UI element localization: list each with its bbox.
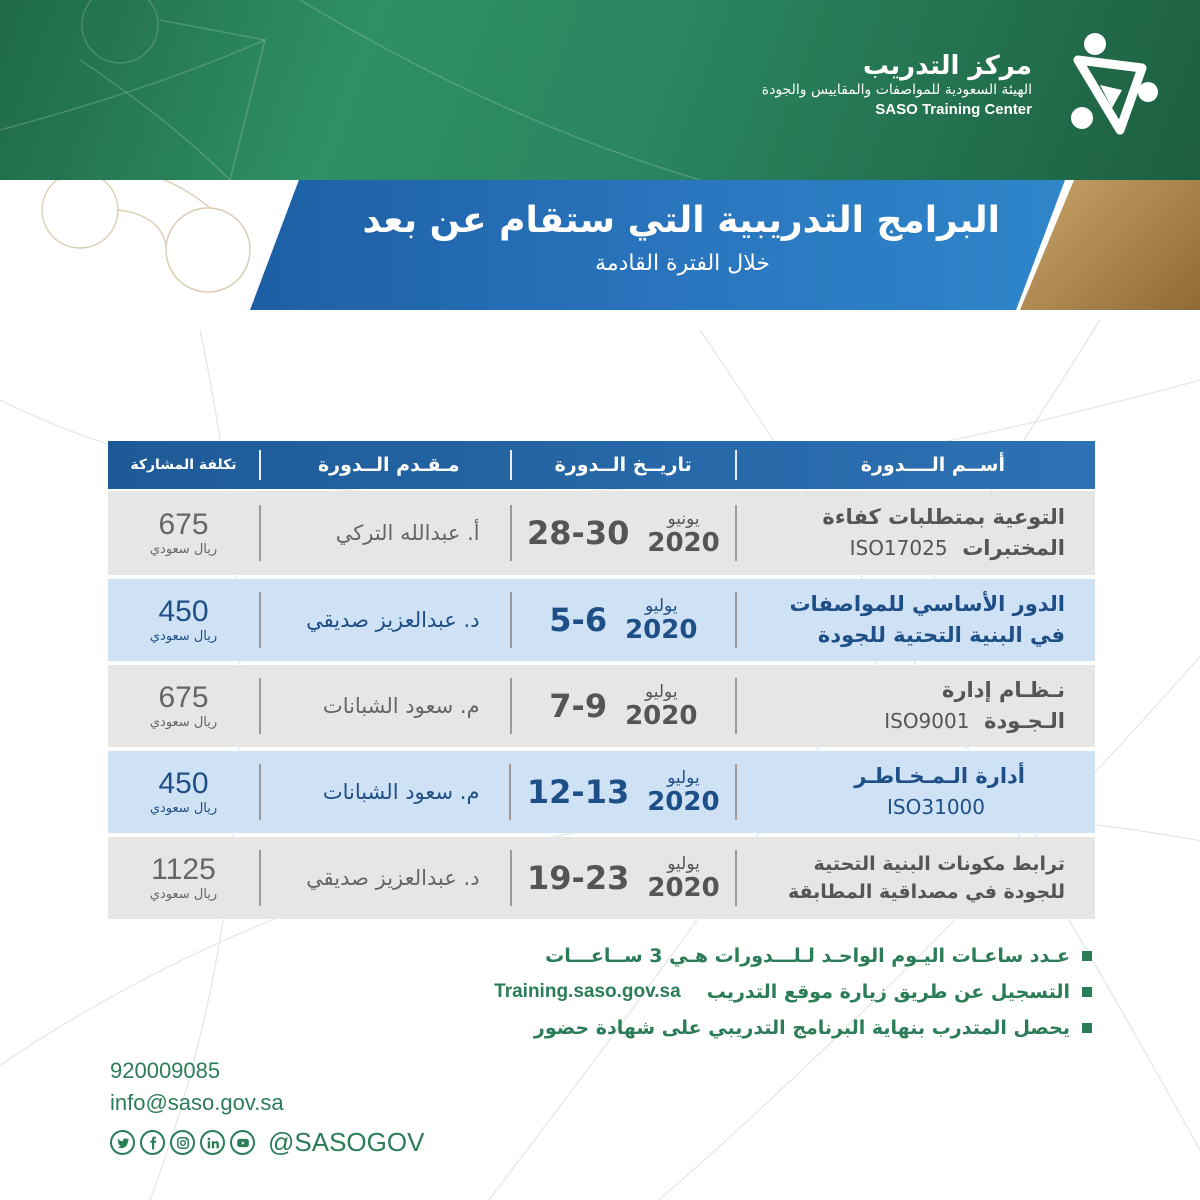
course-name: التوعية بمتطلبات كفاءة bbox=[822, 504, 1065, 529]
date-days: 12-13 bbox=[526, 773, 630, 811]
bullet-icon bbox=[1082, 1023, 1092, 1033]
column-divider bbox=[259, 505, 261, 561]
linkedin-icon[interactable] bbox=[200, 1130, 225, 1155]
cost-currency: ريال سعودي bbox=[149, 714, 218, 730]
bullet-icon bbox=[1082, 987, 1092, 997]
course-code: ISO17025 bbox=[849, 536, 948, 560]
logo-org-name: الهيئة السعودية للمواصفات والمقاييس والجودة bbox=[761, 82, 1032, 98]
cost-value: 450 bbox=[158, 766, 209, 800]
twitter-icon[interactable] bbox=[110, 1130, 135, 1155]
column-divider bbox=[259, 678, 261, 734]
course-name: الـجـودة bbox=[984, 709, 1065, 733]
course-cost bbox=[108, 594, 259, 644]
presenter-name: أ. عبدالله التركي bbox=[335, 521, 480, 545]
cost-value: 1125 bbox=[151, 852, 216, 886]
column-divider bbox=[735, 850, 737, 906]
note-text: يحصل المتدرب بنهاية البرنامج التدريبي على شهادة حضور bbox=[533, 1017, 1070, 1039]
header-cost: تكلفة المشاركة bbox=[130, 457, 237, 473]
saso-logo bbox=[690, 30, 1160, 140]
date-days: 5-6 bbox=[549, 601, 608, 639]
column-divider bbox=[259, 450, 261, 480]
table-row bbox=[108, 665, 1095, 747]
page-title: البرامج التدريبية التي ستقام عن بعد bbox=[362, 200, 1000, 241]
date-month: يوليو bbox=[667, 767, 700, 788]
course-date bbox=[511, 768, 734, 817]
course-code: ISO31000 bbox=[887, 795, 985, 819]
column-divider bbox=[735, 592, 737, 648]
header-band bbox=[0, 0, 1200, 180]
column-divider bbox=[510, 450, 512, 480]
column-divider bbox=[509, 764, 511, 820]
course-date bbox=[512, 596, 736, 645]
presenter-name: د. عبدالعزيز صديقي bbox=[306, 866, 480, 890]
cost-value: 675 bbox=[158, 507, 209, 541]
cost-currency: ريال سعودي bbox=[149, 628, 218, 644]
column-divider bbox=[510, 678, 512, 734]
note-item bbox=[292, 1010, 1092, 1046]
date-year: 2020 bbox=[625, 700, 698, 731]
column-divider bbox=[735, 678, 737, 734]
column-divider bbox=[735, 764, 737, 820]
presenter-name: م. سعود الشبانات bbox=[322, 694, 480, 718]
course-name: أدارة الـمـخـاطـر bbox=[854, 763, 1025, 788]
youtube-icon[interactable] bbox=[230, 1130, 255, 1155]
date-month: يونيو bbox=[667, 508, 700, 529]
date-year: 2020 bbox=[647, 786, 720, 817]
course-name: في البنية التحتية للجودة bbox=[817, 623, 1065, 647]
table-row bbox=[108, 837, 1095, 919]
course-name: للجودة في مصداقية المطابقة bbox=[787, 881, 1065, 903]
title-block bbox=[300, 198, 1000, 276]
column-divider bbox=[735, 450, 737, 480]
course-name: نـظـام إدارة bbox=[942, 677, 1065, 702]
course-date bbox=[512, 682, 736, 731]
cost-value: 450 bbox=[158, 594, 209, 628]
presenter-name: م. سعود الشبانات bbox=[322, 780, 480, 804]
date-year: 2020 bbox=[647, 527, 720, 558]
email-address[interactable]: info@saso.gov.sa bbox=[110, 1090, 284, 1115]
header-course-date: تاريــخ الــدورة bbox=[554, 454, 692, 476]
training-website-link[interactable]: Training.saso.gov.sa bbox=[494, 981, 681, 1002]
instagram-icon[interactable] bbox=[170, 1130, 195, 1155]
course-cost bbox=[108, 507, 259, 557]
logo-english-name: SASO Training Center bbox=[875, 100, 1032, 118]
date-month: يوليو bbox=[667, 853, 700, 874]
page-subtitle: خلال الفترة القادمة bbox=[595, 250, 770, 276]
training-center-logo-icon bbox=[1050, 30, 1160, 140]
cost-currency: ريال سعودي bbox=[149, 800, 218, 816]
column-divider bbox=[510, 505, 512, 561]
note-text: عـدد ساعـات اليـوم الواحـد لـلـــدورات هـي 3 ســاعـــات bbox=[545, 945, 1070, 967]
table-row bbox=[108, 751, 1095, 833]
column-divider bbox=[510, 850, 512, 906]
course-cost bbox=[108, 766, 259, 816]
date-days: 7-9 bbox=[549, 687, 608, 725]
facebook-icon[interactable] bbox=[140, 1130, 165, 1155]
course-cost bbox=[108, 852, 259, 902]
course-date bbox=[512, 854, 736, 903]
header-presenter: مـقـدم الــدورة bbox=[317, 454, 460, 476]
note-item bbox=[292, 938, 1092, 974]
contact-block bbox=[110, 1055, 424, 1158]
course-code: ISO9001 bbox=[884, 709, 970, 733]
note-item bbox=[292, 974, 1092, 1010]
column-divider bbox=[735, 505, 737, 561]
table-row bbox=[108, 579, 1095, 661]
notes-list bbox=[292, 938, 1092, 1046]
note-text: التسجيل عن طريق زيارة موقع التدريب bbox=[706, 981, 1070, 1003]
table-header bbox=[108, 441, 1095, 489]
course-date bbox=[512, 509, 736, 558]
course-name: المختبرات bbox=[962, 536, 1065, 560]
course-cost bbox=[108, 680, 259, 730]
cost-currency: ريال سعودي bbox=[149, 886, 218, 902]
social-links bbox=[110, 1127, 424, 1158]
social-handle[interactable]: @SASOGOV bbox=[268, 1127, 425, 1157]
presenter-name: د. عبدالعزيز صديقي bbox=[306, 608, 480, 632]
column-divider bbox=[259, 850, 261, 906]
header-course-name: أســم الــــدورة bbox=[860, 454, 1005, 476]
date-days: 28-30 bbox=[527, 514, 630, 552]
courses-table bbox=[108, 441, 1095, 919]
logo-title: مركز التدريب bbox=[862, 51, 1032, 82]
date-month: يوليو bbox=[644, 681, 678, 702]
column-divider bbox=[510, 592, 512, 648]
date-days: 19-23 bbox=[527, 859, 630, 897]
column-divider bbox=[259, 592, 261, 648]
date-year: 2020 bbox=[625, 614, 698, 645]
phone-number[interactable]: 920009085 bbox=[110, 1058, 221, 1083]
table-row bbox=[108, 491, 1095, 575]
bullet-icon bbox=[1082, 951, 1092, 961]
course-name: ترابط مكونات البنية التحتية bbox=[813, 852, 1065, 875]
date-month: يوليو bbox=[644, 595, 678, 616]
cost-currency: ريال سعودي bbox=[149, 541, 218, 557]
course-name: الدور الأساسي للمواصفات bbox=[789, 591, 1065, 616]
date-year: 2020 bbox=[647, 872, 720, 903]
cost-value: 675 bbox=[158, 680, 209, 714]
column-divider bbox=[259, 764, 261, 820]
